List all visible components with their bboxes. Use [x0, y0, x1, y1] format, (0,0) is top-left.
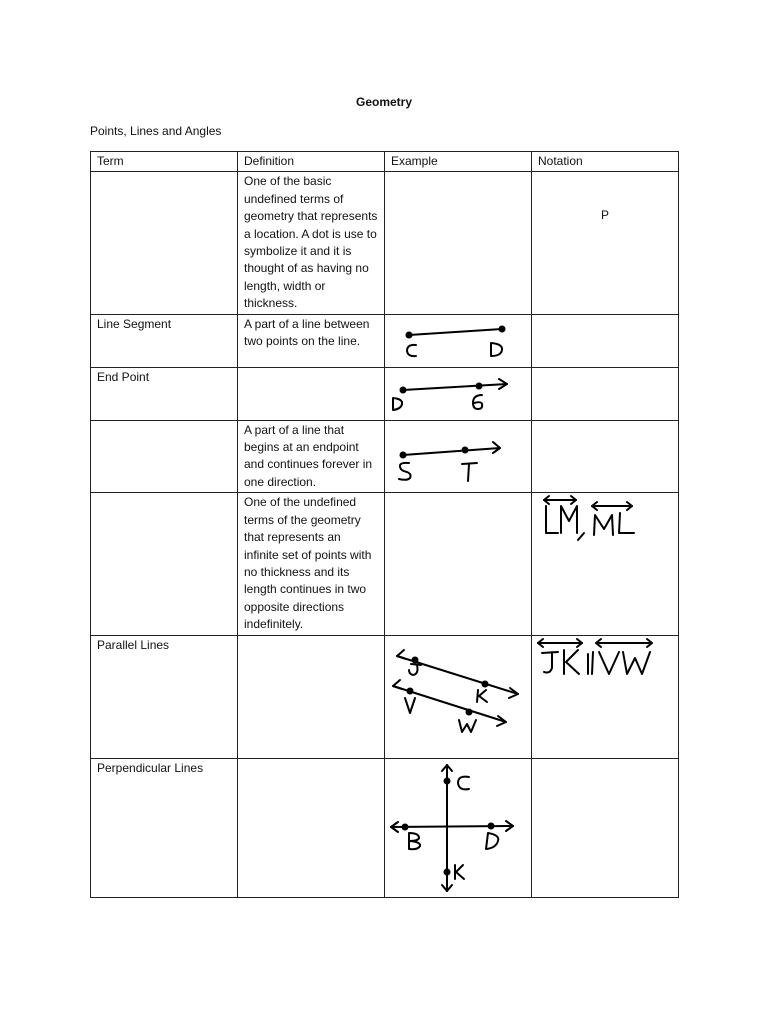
point-c-dot: [444, 777, 451, 784]
term-cell: End Point: [91, 367, 238, 420]
handwritten-d: [486, 833, 498, 849]
handwritten-b: [409, 833, 420, 849]
definition-cell: A part of a line between two points on the line.: [238, 314, 385, 367]
example-cell: [385, 635, 532, 758]
header-row: [91, 152, 679, 172]
header-example: Example: [385, 152, 532, 172]
handwritten-m2: [594, 515, 613, 535]
notation-cell: [532, 314, 679, 367]
header-definition: Definition: [238, 152, 385, 172]
table-row: [91, 314, 679, 367]
notation-cell: [532, 758, 679, 897]
table-row: [91, 367, 679, 420]
notation-cell: [532, 367, 679, 420]
horizontal-line: [391, 826, 513, 827]
header-term: Term: [91, 152, 238, 172]
notation-cell: [532, 493, 679, 635]
document-subtitle: Points, Lines and Angles: [90, 124, 222, 138]
notation-cell: [532, 420, 679, 493]
handwritten-w: [459, 720, 476, 732]
handwritten-w: [623, 652, 650, 674]
endpoint-d-dot: [499, 325, 506, 332]
point-k-dot: [444, 868, 451, 875]
point-j-dot: [412, 656, 419, 663]
handwritten-c: [407, 345, 416, 356]
table-row: [91, 420, 679, 493]
document-title: Geometry: [355, 95, 413, 109]
term-cell: [91, 420, 238, 493]
handwritten-m: [561, 506, 577, 533]
point-w-dot: [466, 708, 473, 715]
definition-cell: One of the undefined terms of the geometry that represents an infinite set of points with no thickness and its length continues in two opposite directions indefinitely.: [238, 493, 385, 635]
line-notation-sketch: [532, 493, 678, 553]
definition-cell: One of the basic undefined terms of geometry that represents a location. A dot is use to symbolize it and it is thought of as having no length, width or thickness.: [238, 172, 385, 314]
notation-cell: [532, 172, 679, 314]
handwritten-t: [462, 463, 477, 481]
table-row: [91, 493, 679, 635]
term-cell: Parallel Lines: [91, 635, 238, 758]
example-cell: [385, 493, 532, 635]
handwritten-l: [546, 506, 558, 533]
parallel-lines-sketch: [385, 636, 531, 756]
handwritten-s: [399, 462, 411, 479]
handwritten-k: [455, 865, 464, 879]
perpendicular-lines-sketch: [385, 759, 531, 897]
term-cell: [91, 172, 238, 314]
notation-text: P: [600, 208, 609, 223]
header-notation: Notation: [532, 152, 679, 172]
handwritten-d: [393, 398, 402, 410]
ray-endpoint-sketch: [385, 368, 531, 420]
definition-cell: [238, 758, 385, 897]
example-cell: [385, 172, 532, 314]
definition-cell: A part of a line that begins at an endpoint and continues forever in one direction.: [238, 420, 385, 493]
point-dot: [476, 382, 483, 389]
example-cell: [385, 367, 532, 420]
definition-cell: [238, 635, 385, 758]
handwritten-j: [542, 652, 558, 673]
table-row: [91, 758, 679, 897]
notation-cell: [532, 635, 679, 758]
handwritten-v: [405, 698, 415, 713]
point-k-dot: [482, 680, 489, 687]
comma-mark: [578, 533, 584, 540]
point-t-dot: [462, 446, 469, 453]
point-d-dot: [488, 822, 495, 829]
handwritten-c: [458, 776, 469, 789]
table-row: [91, 172, 679, 314]
term-cell: Line Segment: [91, 314, 238, 367]
handwritten-k: [477, 690, 487, 702]
handwritten-j: [409, 664, 421, 675]
ray-sketch: [385, 421, 531, 492]
term-cell: Perpendicular Lines: [91, 758, 238, 897]
handwritten-parallel-mark: [588, 652, 593, 674]
example-cell: [385, 758, 532, 897]
term-cell: [91, 493, 238, 635]
handwritten-l2: [619, 513, 634, 533]
endpoint-c-dot: [406, 331, 413, 338]
handwritten-d: [491, 343, 502, 356]
parallel-notation-sketch: [532, 636, 678, 696]
segment-sketch: [385, 315, 531, 367]
endpoint-s-dot: [400, 451, 407, 458]
definition-cell: [238, 367, 385, 420]
geometry-table: [90, 151, 679, 898]
handwritten-k: [564, 650, 579, 674]
example-cell: [385, 314, 532, 367]
endpoint-dot: [400, 386, 407, 393]
example-cell: [385, 420, 532, 493]
table-row: [91, 635, 679, 758]
point-v-dot: [407, 687, 414, 694]
point-b-dot: [402, 823, 409, 830]
handwritten-6: [473, 395, 482, 409]
handwritten-v: [599, 652, 619, 674]
